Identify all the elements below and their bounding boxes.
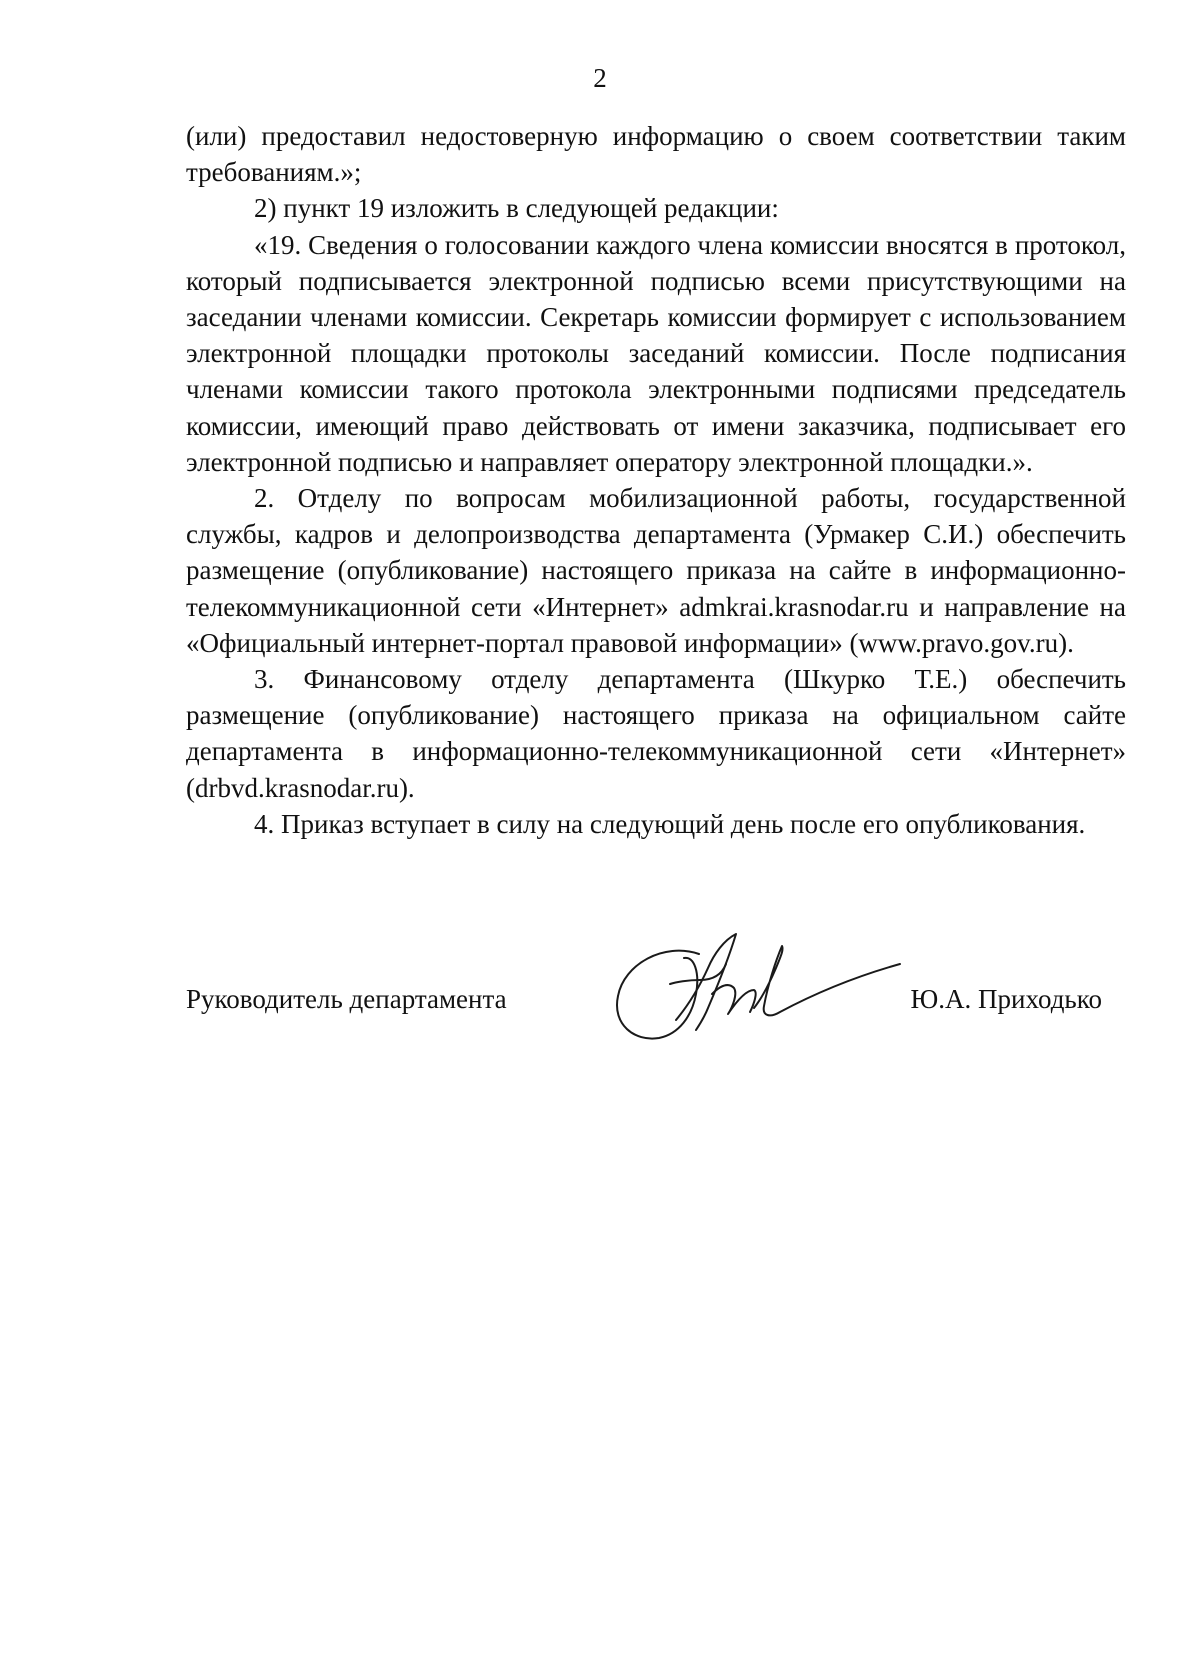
handwritten-signature xyxy=(604,924,914,1052)
paragraph-item-3: 3. Финансовому отделу департамента (Шкурко Т.Е.) обеспечить размещение (опубликование) настоящего приказа на официальном сайте департамента в информационно-телекоммуникационной сети «Интернет» (drbvd.krasnodar.ru). xyxy=(186,664,1126,803)
signatory-position: Руководитель департамента xyxy=(186,984,507,1014)
paragraph-item-2: 2. Отделу по вопросам мобилизационной работы, государственной службы, кадров и делопроизводства департамента (Урмакер С.И.) обеспечить размещение (опубликование) настоящего приказа на сайте в информационно-телекоммуникационной сети «Интернет» admkrai.krasnodar.ru и направление на «Официальный интернет-портал правовой информации» (www.pravo.gov.ru). xyxy=(186,483,1126,658)
page-number: 2 xyxy=(593,63,607,93)
signature-block xyxy=(186,940,1126,1060)
paragraph-item-4: 4. Приказ вступает в силу на следующий день после его опубликования. xyxy=(254,808,1086,839)
signatory-name: Ю.А. Приходько xyxy=(910,984,1102,1014)
paragraph-clause-19: «19. Сведения о голосовании каждого члена комиссии вносятся в протокол, который подписывается электронной подписью всеми присутствующими на заседании членами комиссии. Секретарь комиссии формирует с использованием электронной площадки протоколы заседаний комиссии. После подписания членами комиссии такого протокола электронными подписями председатель комиссии, имеющий право действовать от имени заказчика, подписывает его электронной подписью и направляет оператору электронной площадки.». xyxy=(186,229,1126,477)
paragraph-item-2-intro: 2) пункт 19 изложить в следующей редакции: xyxy=(254,193,779,224)
document-body xyxy=(186,118,1126,842)
paragraph-continuation: (или) предоставил недостоверную информацию о своем соответствии таким требованиям.»; xyxy=(186,121,1126,188)
